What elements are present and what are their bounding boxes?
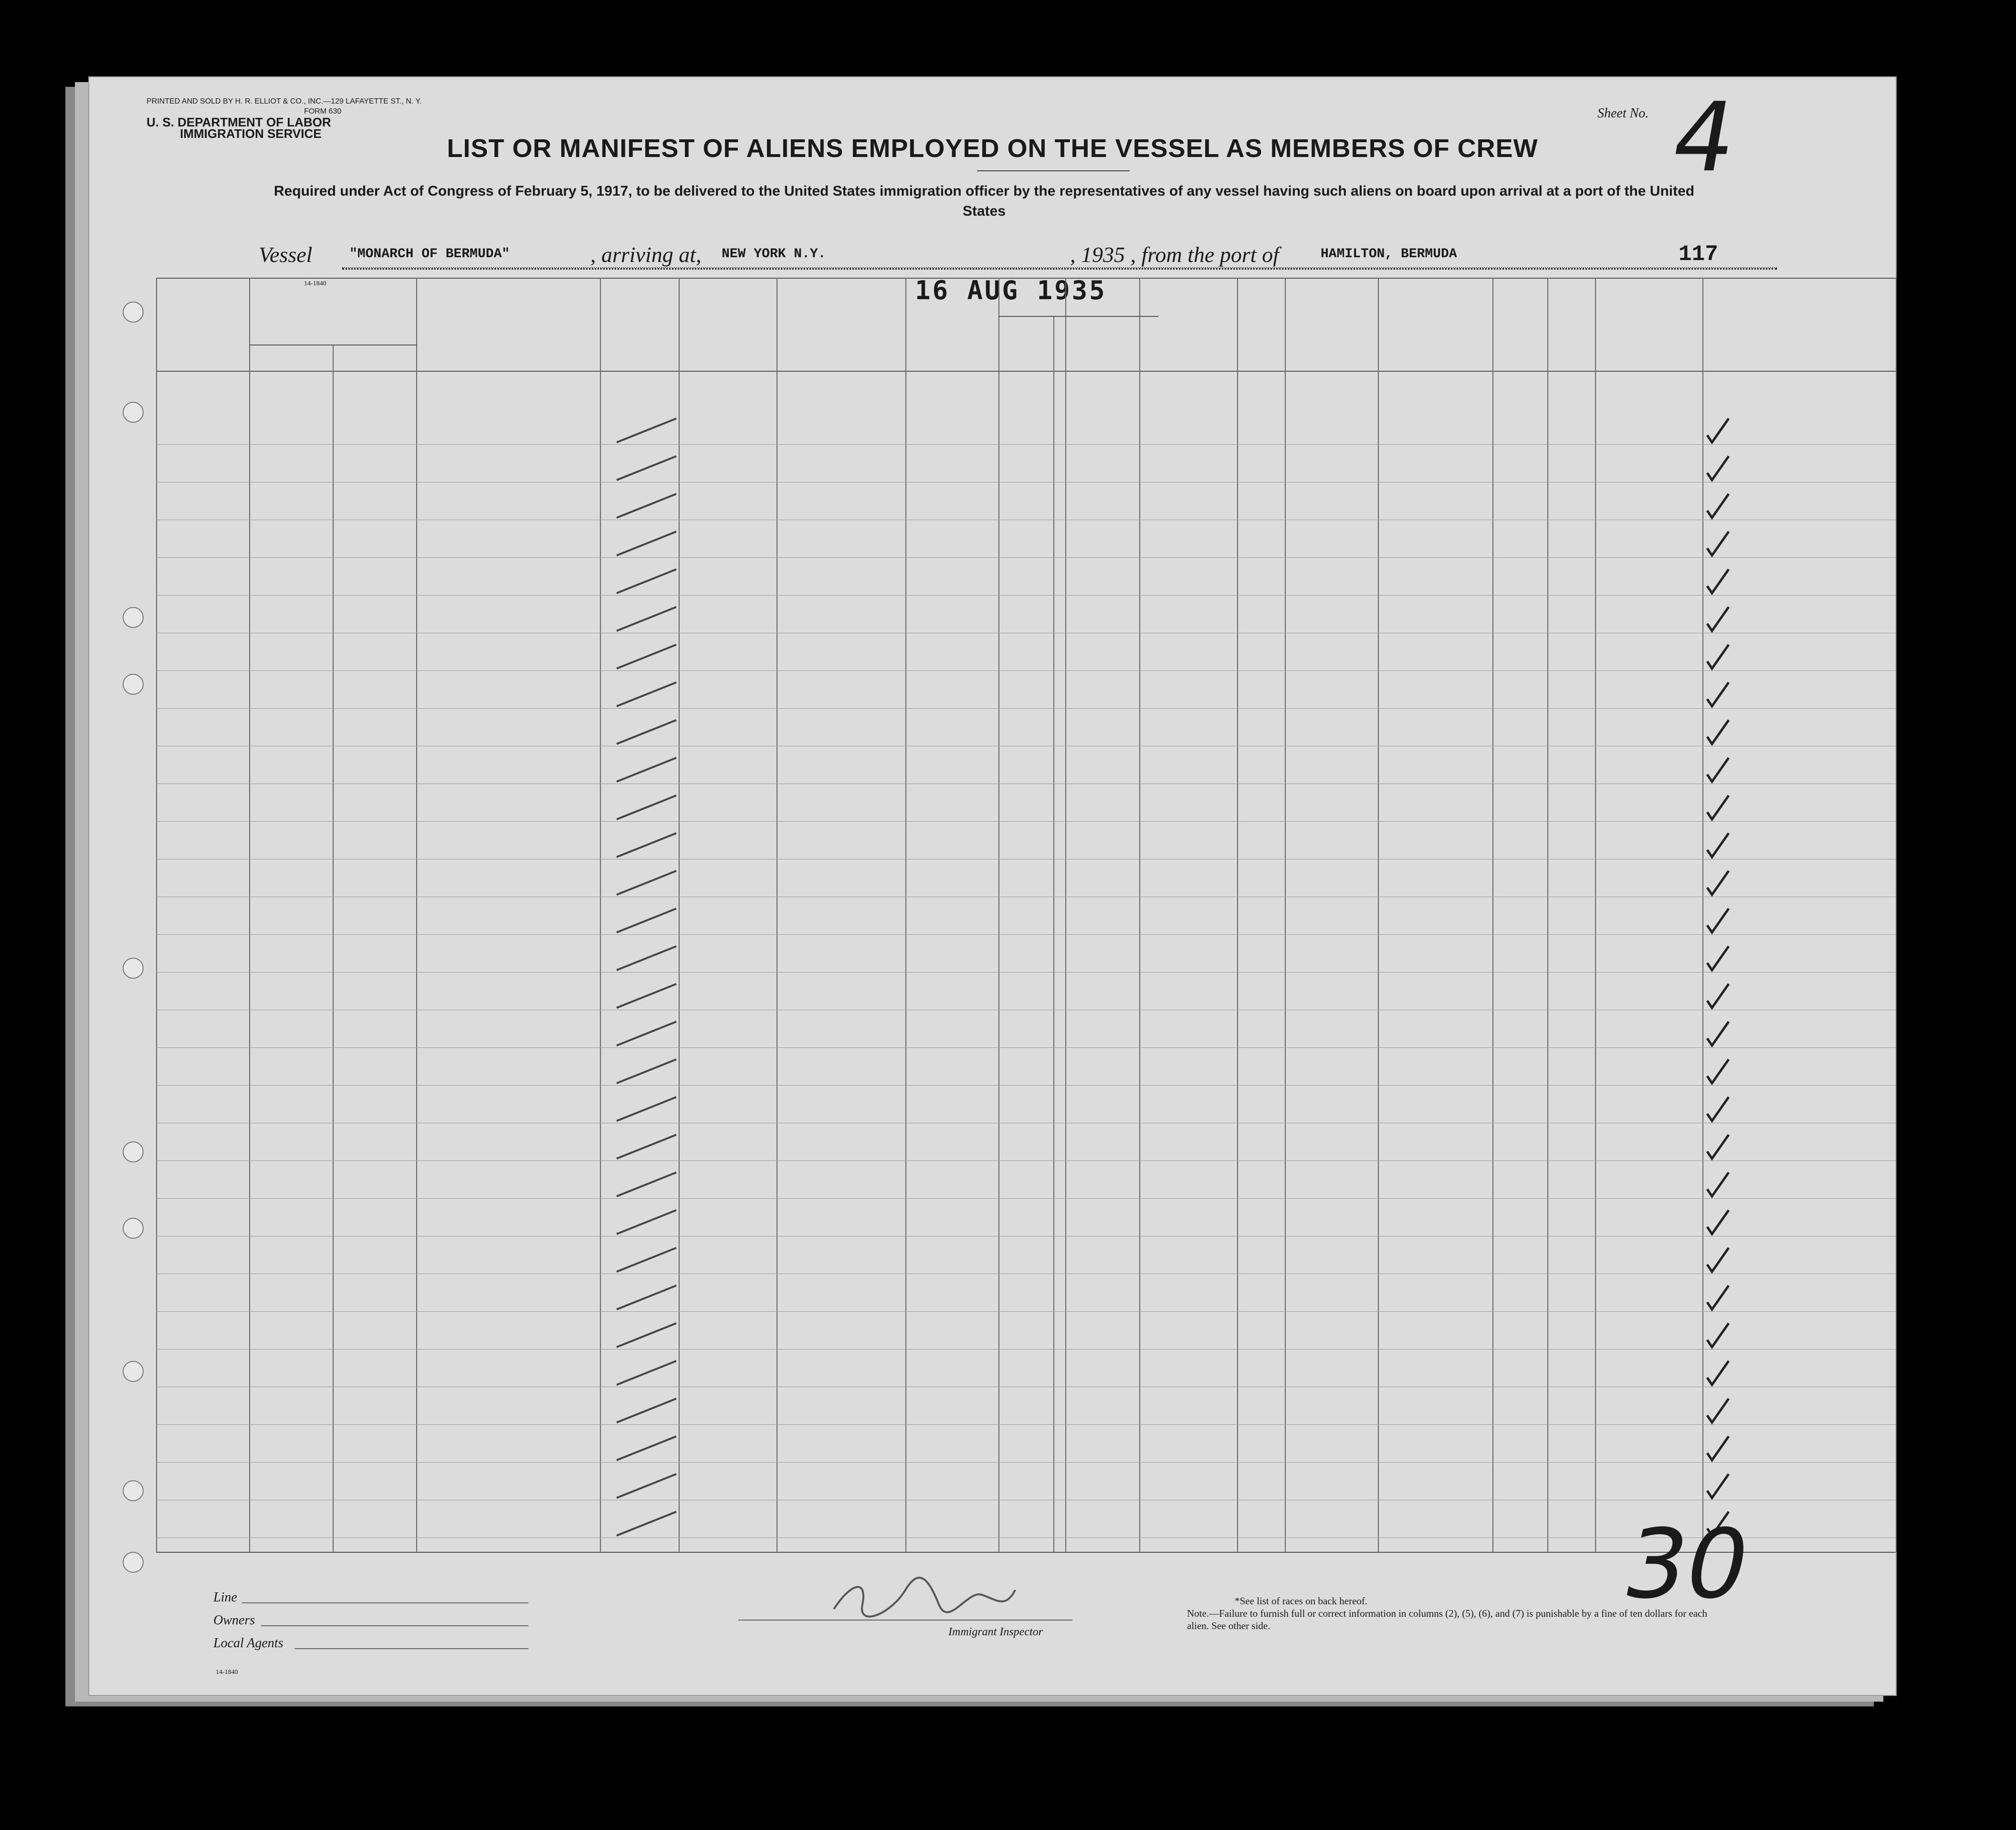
- row-rule: [156, 821, 1896, 822]
- punch-hole: [123, 1361, 144, 1382]
- check-mark-icon: [614, 1472, 681, 1500]
- from-port: HAMILTON, BERMUDA: [1321, 247, 1457, 261]
- check-mark-icon: [614, 1434, 681, 1463]
- punch-hole: [123, 674, 144, 695]
- check-mark-icon: [614, 1019, 681, 1048]
- column-rule: [1595, 278, 1596, 1552]
- sub-header-rule: [998, 316, 1158, 317]
- tick-icon: [1705, 1472, 1733, 1500]
- row-rule: [156, 557, 1896, 558]
- check-mark-icon: [614, 605, 681, 633]
- column-rule: [998, 278, 999, 1552]
- check-mark-icon: [614, 642, 681, 671]
- column-rule: [1702, 278, 1703, 1552]
- column-rule: [1065, 278, 1066, 1552]
- form-code-top: 14-1840: [304, 280, 326, 287]
- form-code-bottom: 14-1840: [216, 1669, 238, 1676]
- row-rule: [156, 1047, 1896, 1048]
- tick-icon: [1705, 868, 1733, 897]
- tick-icon: [1705, 680, 1733, 709]
- vessel-underline: [342, 267, 1777, 270]
- row-rule: [156, 595, 1896, 596]
- column-rule: [416, 278, 417, 1552]
- tick-icon: [1705, 831, 1733, 859]
- owners-field: [261, 1625, 528, 1626]
- column-rule: [1378, 278, 1379, 1552]
- tick-icon: [1705, 1396, 1733, 1425]
- total-count: 30: [1614, 1509, 1760, 1620]
- inspector-label: Immigrant Inspector: [948, 1626, 1043, 1638]
- form-number: FORM 630: [304, 107, 342, 115]
- footer-agents-label: Local Agents: [213, 1636, 284, 1651]
- punch-hole: [123, 607, 144, 628]
- check-mark-icon: [614, 1095, 681, 1123]
- tick-icon: [1705, 1283, 1733, 1312]
- check-mark-icon: [614, 793, 681, 822]
- row-rule: [156, 1462, 1896, 1463]
- check-mark-icon: [614, 1321, 681, 1349]
- printer-imprint: [147, 96, 421, 116]
- agents-field: [294, 1648, 528, 1649]
- arriving-port: NEW YORK N.Y.: [722, 247, 826, 261]
- year-label: , 1935 , from the port of: [1070, 242, 1279, 267]
- column-rule: [1547, 278, 1548, 1552]
- sheet-number: 4: [1664, 82, 1744, 193]
- column-rule: [1285, 278, 1286, 1552]
- column-rule: [1237, 278, 1238, 1552]
- check-mark-icon: [614, 1057, 681, 1086]
- check-mark-icon: [614, 868, 681, 897]
- row-rule: [156, 1311, 1896, 1312]
- tick-icon: [1705, 1359, 1733, 1387]
- dept-label: U. S. DEPARTMENT OF LABOR: [147, 115, 331, 129]
- column-rule: [333, 345, 334, 1552]
- tick-icon: [1705, 605, 1733, 633]
- column-rule: [905, 278, 906, 1552]
- check-mark-icon: [614, 491, 681, 520]
- tick-icon: [1705, 718, 1733, 746]
- check-mark-icon: [614, 1396, 681, 1425]
- row-rule: [156, 1085, 1896, 1086]
- sheet-number-label: Sheet No.: [1597, 106, 1649, 121]
- column-rule: [1139, 278, 1140, 1552]
- row-rule: [156, 934, 1896, 935]
- check-mark-icon: [614, 680, 681, 709]
- check-mark-icon: [614, 454, 681, 482]
- check-mark-icon: [614, 906, 681, 935]
- arriving-label: , arriving at,: [590, 242, 702, 267]
- tick-icon: [1705, 642, 1733, 671]
- printer-line: PRINTED AND SOLD BY H. R. ELLIOT & CO., INC.—129 LAFAYETTE ST., N. Y.: [147, 97, 422, 105]
- column-rule: [600, 278, 601, 1552]
- punch-hole: [123, 402, 144, 423]
- check-mark-icon: [614, 755, 681, 784]
- row-rule: [156, 972, 1896, 973]
- service-label: IMMIGRATION SERVICE: [180, 126, 322, 141]
- tick-icon: [1705, 793, 1733, 822]
- date-stamp: 16 AUG 1935: [915, 275, 1107, 305]
- punch-hole: [123, 1552, 144, 1573]
- tick-icon: [1705, 454, 1733, 482]
- races-note: *See list of races on back hereof.: [1235, 1595, 1368, 1607]
- tick-icon: [1705, 1434, 1733, 1463]
- row-rule: [156, 1424, 1896, 1425]
- tick-icon: [1705, 1057, 1733, 1086]
- column-rule: [1053, 316, 1054, 1552]
- inspector-signature: [824, 1571, 1025, 1623]
- check-mark-icon: [614, 529, 681, 558]
- vessel-name: "MONARCH OF BERMUDA": [349, 247, 510, 261]
- punch-hole: [123, 302, 144, 323]
- tick-icon: [1705, 755, 1733, 784]
- tick-icon: [1705, 944, 1733, 973]
- title-rule: [977, 170, 1130, 171]
- manifest-sheet: [88, 76, 1897, 1696]
- check-mark-icon: [614, 1509, 681, 1538]
- check-mark-icon: [614, 1245, 681, 1274]
- page-stamp: 117: [1679, 242, 1718, 267]
- check-mark-icon: [614, 831, 681, 859]
- punch-hole: [123, 1141, 144, 1162]
- tick-icon: [1705, 1321, 1733, 1349]
- check-mark-icon: [614, 1132, 681, 1161]
- tick-icon: [1705, 529, 1733, 558]
- vessel-label: Vessel: [259, 242, 313, 267]
- column-rule: [1896, 278, 1897, 1552]
- line-field: [242, 1602, 528, 1603]
- column-rule: [1492, 278, 1493, 1552]
- row-rule: [156, 444, 1896, 445]
- footer-owners-label: Owners: [213, 1613, 255, 1628]
- footer-line-label: Line: [213, 1590, 237, 1605]
- tick-icon: [1705, 1019, 1733, 1048]
- check-mark-icon: [614, 1283, 681, 1312]
- check-mark-icon: [614, 567, 681, 596]
- tick-icon: [1705, 1170, 1733, 1199]
- tick-icon: [1705, 1245, 1733, 1274]
- row-rule: [156, 708, 1896, 709]
- check-mark-icon: [614, 944, 681, 973]
- page-title: LIST OR MANIFEST OF ALIENS EMPLOYED ON THE VESSEL AS MEMBERS OF CREW: [447, 134, 1538, 163]
- tick-icon: [1705, 567, 1733, 596]
- row-rule: [156, 1198, 1896, 1199]
- check-mark-icon: [614, 718, 681, 746]
- tick-icon: [1705, 906, 1733, 935]
- punch-hole: [123, 1218, 144, 1239]
- tick-icon: [1705, 1095, 1733, 1123]
- check-mark-icon: [614, 982, 681, 1010]
- tick-icon: [1705, 1208, 1733, 1236]
- check-mark-icon: [614, 416, 681, 445]
- tick-icon: [1705, 416, 1733, 445]
- punch-hole: [123, 958, 144, 979]
- column-rule: [156, 278, 157, 1552]
- fine-note: Note.—Failure to furnish full or correct information in columns (2), (5), (6), and (7) is punishable by a fine of ten dollars for each alien. See other side.: [1187, 1608, 1707, 1631]
- check-mark-icon: [614, 1208, 681, 1236]
- check-mark-icon: [614, 1359, 681, 1387]
- tick-icon: [1705, 491, 1733, 520]
- check-mark-icon: [614, 1170, 681, 1199]
- page-subtitle: Required under Act of Congress of February 5, 1917, to be delivered to the United States immigration officer by the representatives of any vessel having such aliens on board upon arrival at a port of the United States: [273, 183, 1695, 219]
- column-rule: [249, 278, 250, 1552]
- tick-icon: [1705, 1132, 1733, 1161]
- tick-icon: [1705, 982, 1733, 1010]
- punch-hole: [123, 1480, 144, 1501]
- row-rule: [156, 670, 1896, 671]
